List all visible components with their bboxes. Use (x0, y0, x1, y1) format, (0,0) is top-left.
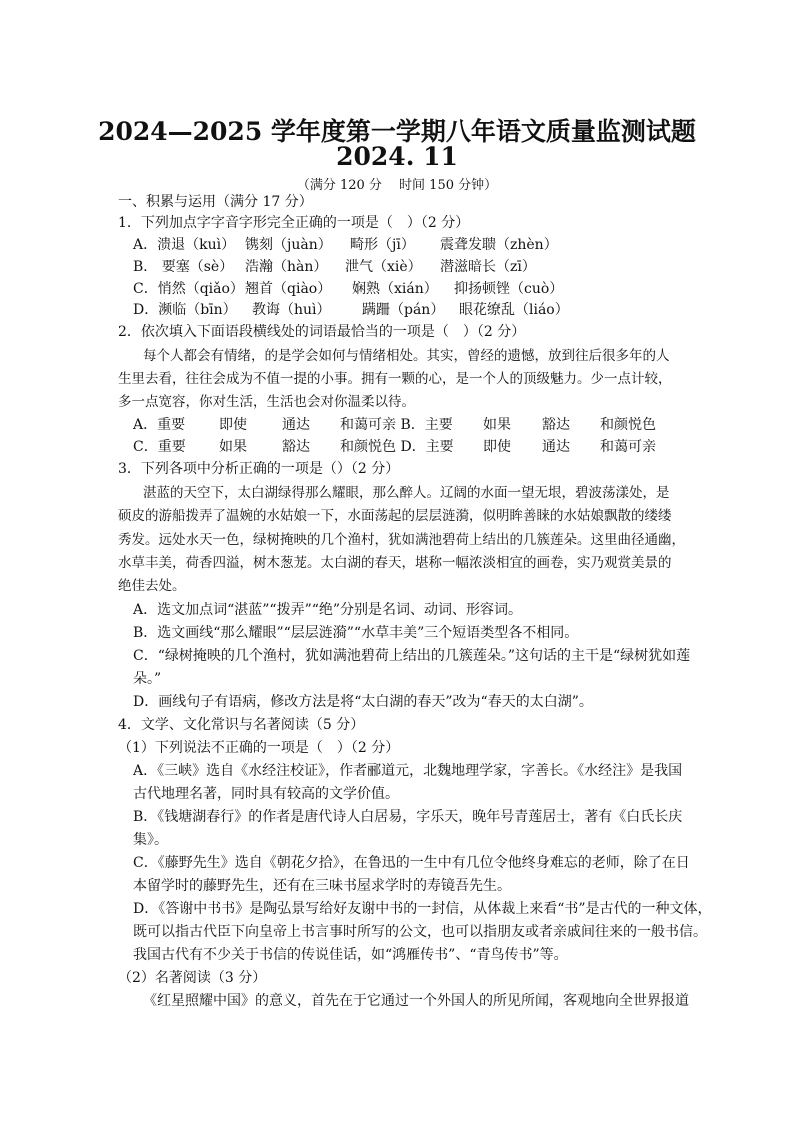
option-word: 镌刻（juàn） (245, 237, 332, 253)
q4-option-c: C．《藤野先生》选自《朝花夕拾》，在鲁迅的一生中有几位令他终身难忘的老师，除了在日 (133, 855, 690, 871)
exam-date: 2024. 11 (336, 142, 458, 171)
q3-option-c: C．“绿树掩映的几个渔村，犹如满池碧荷上结出的几簇莲朵。”这句话的主干是“绿树犹如莲 (133, 648, 691, 664)
option-word: A．重要 (133, 417, 186, 433)
option-word: 震聋发聩（zhèn） (440, 237, 558, 253)
q4-part2-text: 《红星照耀中国》的意义，首先在于它通过一个外国人的所见所闻，客观地向全世界报道 (143, 993, 689, 1009)
option-word: C．重要 (133, 439, 186, 455)
q4-stem: 4．文学、文化常识与名著阅读（5 分） (118, 717, 365, 733)
option-word: 蹒跚（pán） (362, 302, 445, 318)
q4-option-b: B．《钱塘湖春行》的作者是唐代诗人白居易，字乐天，晚年号青莲居士，著有《白氏长庆 (133, 809, 683, 825)
option-word: 眼花缭乱（liáo） (459, 302, 569, 318)
q3-passage-line: 湛蓝的天空下，太白湖绿得那么耀眼，那么醉人。辽阔的水面一望无垠，碧波荡漾处，是 (143, 485, 670, 501)
option-word: 通达 (542, 439, 570, 455)
option-word: 潜滋暗长（zī） (440, 259, 536, 275)
option-word: A．溃退（kuì） (133, 237, 236, 253)
q3-passage-line: 秀发。远处水天一色，绿树掩映的几个渔村，犹如满池碧荷上结出的几簇莲朵。这里曲径通幽， (118, 532, 685, 548)
q2-passage-line: 生里去看，往往会成为不值一提的小事。拥有一颗的心，是一个人的顶级魅力。少一点计较， (118, 371, 672, 387)
q4-option-a: A．《三峡》选自《水经注校证》，作者郦道元，北魏地理学家，字善长。《水经注》是我国 (133, 763, 683, 779)
option-word: 浩瀚（hàn） (245, 259, 328, 275)
option-word: 教诲（huì） (252, 302, 331, 318)
option-word: 泄气（xiè） (345, 259, 422, 275)
q4-option-a-cont: 古代地理名著，同时具有较高的文学价值。 (133, 786, 399, 802)
option-word: 抑扬顿锉（cuò） (454, 281, 564, 297)
option-word: D．濒临（bīn） (133, 302, 237, 318)
section-heading: 一、积累与运用（满分 17 分） (118, 194, 313, 210)
q4-option-b-cont: 集》。 (133, 832, 168, 848)
q3-stem: 3．下列各项中分析正确的一项是（）（2 分） (118, 461, 400, 477)
q2-passage-line: 多一点宽容，你对生活，生活也会对你温柔以待。 (118, 394, 415, 410)
q3-passage-line: 硕皮的游船拨弄了温婉的水姑娘一下，水面荡起的层层涟漪，似明眸善睐的水姑娘飘散的缕缕 (118, 508, 672, 524)
option-word: 和颜悦色 (600, 417, 656, 433)
q4-part2-stem: （2）名著阅读（3 分） (118, 970, 267, 986)
q4-option-d-cont: 既可以指古代臣下向皇帝上书言事时所写的公文，也可以指朋友或者亲戚间往来的一般书信。 (133, 924, 707, 940)
option-word: 如果 (219, 439, 247, 455)
option-word: C．悄然（qiǎo） (133, 281, 244, 297)
option-word: 娴熟（xián） (352, 281, 438, 297)
q4-option-c-cont: 本留学时的藤野先生，还有在三味书屋求学时的寿镜吾先生。 (133, 878, 511, 894)
option-word: 畸形（jī） (350, 237, 415, 253)
option-word: 即使 (483, 439, 511, 455)
q3-option-a: A．选文加点词“湛蓝”“拨弄”“绝”分别是名词、动词、形容词。 (133, 602, 523, 618)
exam-title: 2024—2025 学年度第一学期八年语文质量监测试题 (98, 117, 696, 146)
q3-passage-line: 水草丰美，荷香四溢，树木葱茏。太白湖的春天，堪称一幅浓淡相宜的画卷，实乃观赏美景的 (118, 555, 672, 571)
q4-option-d-cont: 我国古代有不少关于书信的传说佳话，如“鸿雁传书”、“青鸟传书”等。 (133, 947, 568, 963)
q3-option-c-cont: 朵。” (133, 671, 162, 687)
q2-stem: 2．依次填入下面语段横线处的词语最恰当的一项是（ ）（2 分） (118, 324, 526, 340)
option-word: 豁达 (282, 439, 310, 455)
q4-option-d: D．《答谢中书书》是陶弘景写给好友谢中书的一封信，从体裁上来看“书”是古代的一种文体， (133, 901, 712, 917)
option-word: 翘首（qiào） (245, 281, 332, 297)
q3-passage-line: 绝佳去处。 (118, 578, 186, 594)
exam-score-time: （满分 120 分 时间 150 分钟） (296, 178, 498, 193)
option-word: 如果 (483, 417, 511, 433)
option-word: B． 要塞（sè） (133, 259, 234, 275)
option-word: 和蔼可亲 B．主要 (340, 417, 453, 433)
option-word: 通达 (282, 417, 310, 433)
q3-option-d: D．画线句子有语病，修改方法是将“太白湖的春天”改为“春天的太白湖”。 (133, 694, 593, 710)
q4-part1-stem: （1）下列说法不正确的一项是（ ）（2 分） (118, 740, 400, 756)
option-word: 和颜悦色 D．主要 (340, 439, 454, 455)
q2-passage-line: 每个人都会有情绪，的是学会如何与情绪相处。其实，曾经的遗憾，放到往后很多年的人 (143, 348, 670, 364)
option-word: 即使 (219, 417, 247, 433)
q1-stem: 1．下列加点字字音字形完全正确的一项是（ ）（2 分） (118, 215, 470, 231)
option-word: 豁达 (542, 417, 570, 433)
q3-option-b: B．选文画线“那么耀眼”“层层涟漪”“水草丰美”三个短语类型各不相同。 (133, 625, 579, 641)
option-word: 和蔼可亲 (600, 439, 656, 455)
